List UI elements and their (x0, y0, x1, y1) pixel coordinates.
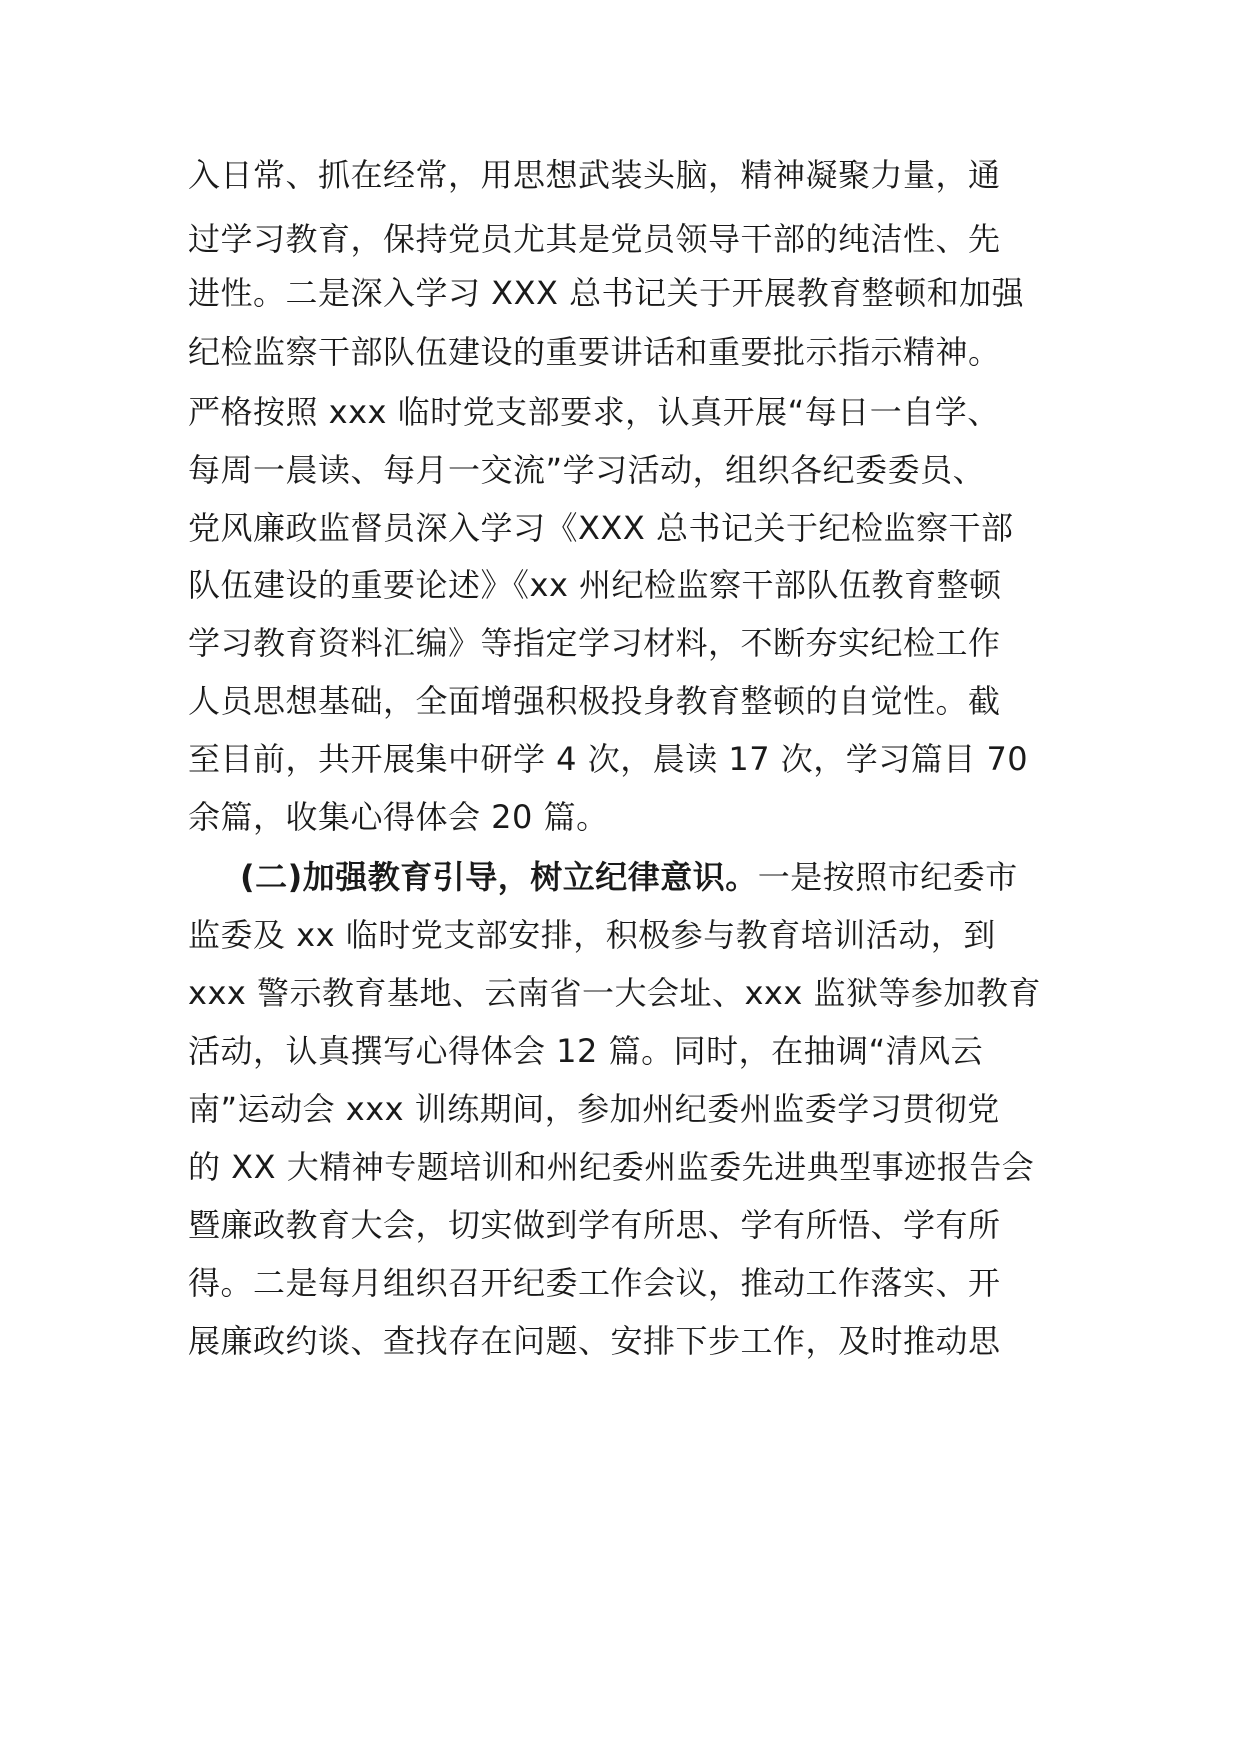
body-line-1: 入日常、抓在经常，用思想武装头脑，精神凝聚力量，通 (188, 156, 1001, 194)
body-line-4: 纪检监察干部队伍建设的重要讲话和重要批示指示精神。 (188, 333, 1001, 371)
section-2-line-5: 的 XX 大精神专题培训和州纪委州监委先进典型事迹报告会 (188, 1148, 1035, 1186)
body-line-12: 余篇，收集心得体会 20 篇。 (188, 798, 609, 836)
body-line-9: 学习教育资料汇编》等指定学习材料，不断夯实纪检工作 (188, 624, 1001, 662)
section-2-line-3: 活动，认真撰写心得体会 12 篇。同时，在抽调“清风云 (188, 1032, 984, 1070)
body-line-2: 过学习教育，保持党员尤其是党员领导干部的纯洁性、先 (188, 220, 1001, 258)
section-2-heading: (二)加强教育引导，树立纪律意识。 (240, 858, 758, 896)
body-line-6: 每周一晨读、每月一交流”学习活动，组织各纪委委员、 (188, 451, 986, 489)
section-2-line-1: 监委及 xx 临时党支部安排，积极参与教育培训活动，到 (188, 916, 996, 954)
body-line-7: 党风廉政监督员深入学习《XXX 总书记关于纪检监察干部 (188, 509, 1014, 547)
section-2-line-7: 得。二是每月组织召开纪委工作会议，推动工作落实、开 (188, 1264, 1001, 1302)
section-2-line-2: xxx 警示教育基地、云南省一大会址、xxx 监狱等参加教育 (188, 974, 1041, 1012)
body-line-3: 进性。二是深入学习 XXX 总书记关于开展教育整顿和加强 (188, 274, 1025, 312)
section-2-first-line (240, 845, 1018, 909)
section-2-line-6: 暨廉政教育大会，切实做到学有所思、学有所悟、学有所 (188, 1206, 1001, 1244)
body-line-11: 至目前，共开展集中研学 4 次，晨读 17 次，学习篇目 70 (188, 740, 1029, 778)
section-2-line-4: 南”运动会 xxx 训练期间，参加州纪委州监委学习贯彻党 (188, 1090, 1000, 1128)
section-2-line-8: 展廉政约谈、查找存在问题、安排下步工作，及时推动思 (188, 1322, 1001, 1360)
body-line-10: 人员思想基础，全面增强积极投身教育整顿的自觉性。截 (188, 682, 1001, 720)
body-line-8: 队伍建设的重要论述》《xx 州纪检监察干部队伍教育整顿 (188, 566, 1002, 604)
body-line-5: 严格按照 xxx 临时党支部要求，认真开展“每日一自学、 (188, 393, 1000, 431)
section-2-first-line-text: 一是按照市纪委市 (757, 858, 1018, 896)
